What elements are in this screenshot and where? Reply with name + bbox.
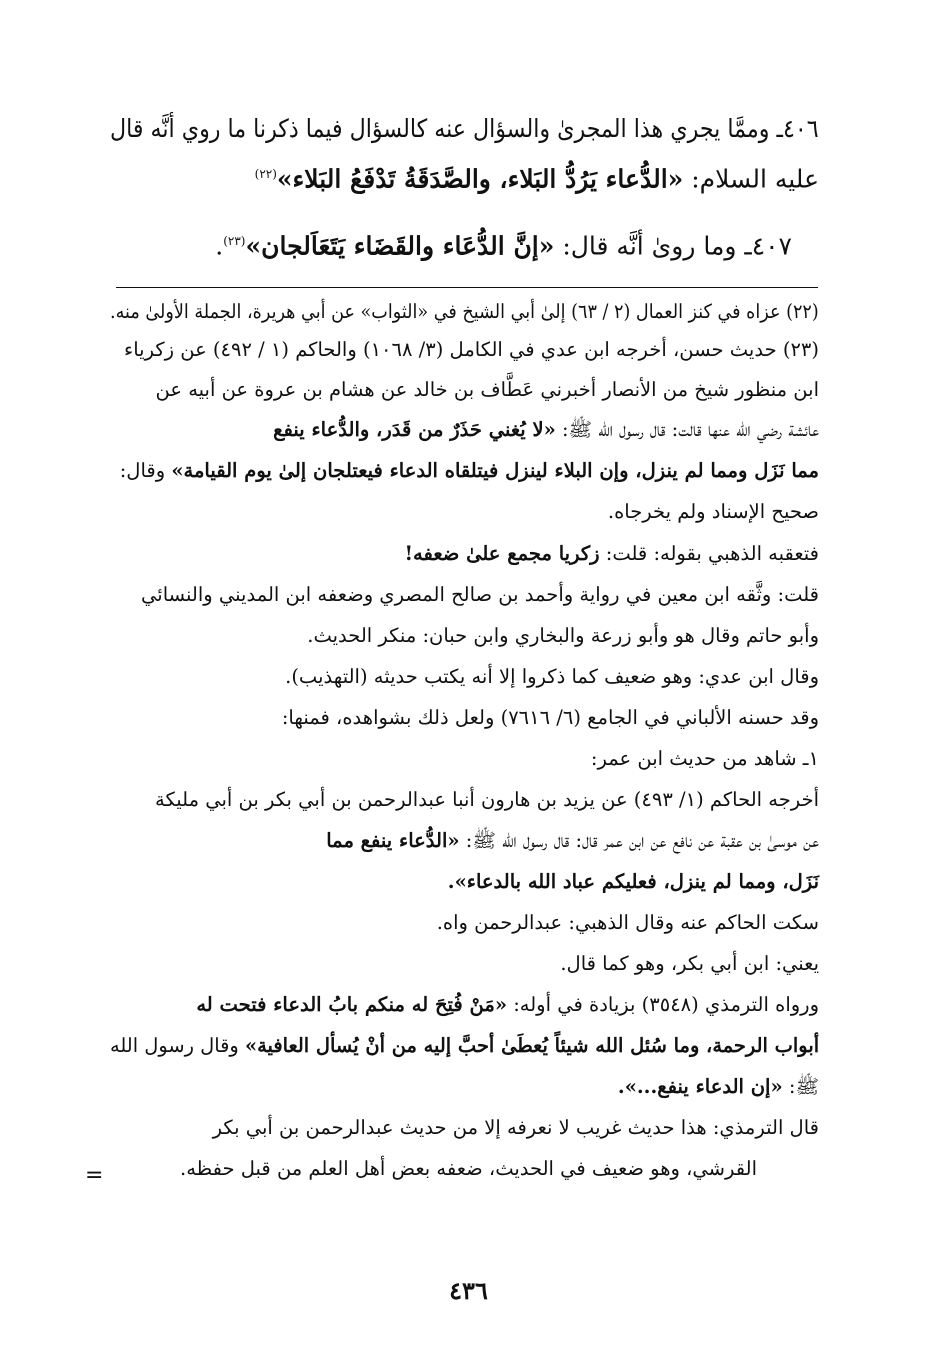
footnote-23-line-15: [437, 908, 819, 938]
text-span: وأبو حاتم وقال هو وأبو زرعة والبخاري وابن حبان: منكر الحديث.: [307, 624, 819, 647]
text-span: زكريا مجمع علىٰ ضعفه!: [404, 542, 600, 565]
text-span: فتعقبه الذهبي بقوله: قلت:: [599, 542, 819, 565]
text-span: وقال رسول الله: [109, 1034, 245, 1057]
text-span: عليه السلام:: [683, 164, 819, 194]
text-span: .: [215, 231, 224, 261]
footnote-22: [110, 297, 819, 327]
footnote-23-line-7: [141, 580, 819, 610]
footnote-23-line-17: [196, 990, 819, 1020]
footnote-23-line-11: [591, 744, 819, 774]
footnote-23-line-9: [285, 662, 819, 692]
text-span: صحيح الإسناد ولم يخرجاه.: [607, 500, 819, 523]
text-span: وقد حسنه الألباني في الجامع (٦/ ٧٦١٦) ولعل ذلك بشواهده، فمنها:: [281, 706, 819, 729]
footnote-ref-22: (٢٢): [254, 167, 277, 181]
text-span: أخرجه الحاكم (١/ ٤٩٣) عن يزيد بن هارون أنبا عبدالرحمن بن أبي بكر بن أبي مليكة: [155, 788, 819, 811]
footnote-23-line-20: [213, 1113, 819, 1143]
footnote-separator-rule: [116, 287, 818, 288]
text-span: القرشي، وهو ضعيف في الحديث، ضعفه بعض أهل العلم من قبل حفظه.: [180, 1157, 757, 1180]
footnote-23-line-18: [110, 1031, 819, 1061]
text-span: ورواه الترمذي (٣٥٤٨) بزيادة في أوله:: [507, 993, 819, 1016]
text-span: وقال ابن عدي: وهو ضعيف كما ذكروا إلا أنه يكتب حديثه (التهذيب).: [285, 665, 819, 688]
footnote-23-line-14: [448, 867, 819, 897]
page-number: ٤٣٦: [449, 1276, 488, 1305]
hadith-quote: «إن الدعاء ينفع...».: [617, 1075, 783, 1098]
footnote-23-line-1: [124, 335, 819, 365]
text-span: ٤٠٦ـ وممَّا يجري هذا المجرىٰ والسؤال عنه كالسؤال فيما ذكرنا ما روي أنَّه قال: [110, 114, 819, 143]
footnote-23-line-5: [608, 497, 819, 527]
continuation-mark: =: [85, 1163, 104, 1188]
text-span: يعني: ابن أبي بكر، وهو كما قال.: [560, 952, 819, 975]
footnote-ref-23: (٢٣): [223, 234, 246, 248]
footnote-23-line-4: [120, 456, 819, 486]
footnote-23-line-16: [560, 949, 819, 979]
text-span: قال الترمذي: هذا حديث غريب لا نعرفه إلا من حديث عبدالرحمن بن أبي بكر: [212, 1116, 819, 1139]
text-span: ١ـ شاهد من حديث ابن عمر:: [590, 747, 819, 770]
text-span: (٢٢) عزاه في كنز العمال (٢ / ٦٣) إلىٰ أبي الشيخ في «الثواب» عن أبي هريرة، الجملة الأولىٰ منه.: [110, 300, 819, 323]
main-paragraph-407: [215, 224, 792, 263]
text-span: وقال:: [119, 459, 172, 482]
hadith-quote: «إنَّ الدُّعَاء والقَضَاء يَتَعَاَلجان»: [245, 231, 555, 261]
hadith-quote: أبواب الرحمة، وما سُئل الله شيئاً يُعطَىٰ أحبَّ إليه من أنْ يُسأل العافية»: [244, 1034, 819, 1057]
text-span: ابن منظور شيخ من الأنصار أخبرني عَطَّاف بن خالد عن هشام بن عروة عن أبيه عن: [155, 378, 819, 401]
footnote-23-line-3: [273, 415, 819, 445]
text-span: عن موسىٰ بن عقبة عن نافع عن ابن عمر قال: قال رسول الله ﷺ:: [459, 829, 819, 852]
hadith-quote: «الدُّعاء ينفع مما: [326, 829, 460, 852]
text-span: ٤٠٧ـ وما روىٰ أنَّه قال:: [554, 231, 792, 261]
hadith-quote: «الدُّعاء يَرُدُّ البَلاء، والصَّدَقَةُ تَدْفَعُ البَلاء»: [276, 164, 684, 194]
hadith-quote: «مَنْ فُتِحَ له منكم بابُ الدعاء فتحت له: [196, 993, 508, 1016]
main-paragraph-406-line-2: [255, 157, 819, 196]
footnote-23-line-19: [618, 1072, 819, 1102]
footnote-23-line-21: [180, 1154, 757, 1184]
hadith-quote: نَزَل، ومما لم ينزل، فعليكم عباد الله بالدعاء».: [447, 870, 819, 893]
footnote-23-line-12: [155, 785, 819, 815]
hadith-quote: «لا يُغني حَذَرٌ من قَدَر، والدُّعاء ينفع: [273, 418, 556, 441]
footnote-23-line-10: [282, 703, 819, 733]
footnote-23-line-6: [404, 539, 819, 569]
text-span: (٢٣) حديث حسن، أخرجه ابن عدي في الكامل (٣/ ١٠٦٨) والحاكم (١ / ٤٩٢) عن زكرياء: [124, 338, 819, 361]
footnote-23-line-13: [326, 826, 819, 856]
text-span: ﷺ:: [782, 1075, 819, 1098]
text-span: قلت: وثَّقه ابن معين في رواية وأحمد بن صالح المصري وضعفه ابن المديني والنسائي: [141, 583, 819, 606]
footnote-23-line-2: [156, 375, 819, 405]
main-paragraph-406-line-1: [110, 112, 819, 146]
text-span: سكت الحاكم عنه وقال الذهبي: عبدالرحمن واه.: [436, 911, 819, 934]
hadith-quote: مما نَزَل ومما لم ينزل، وإن البلاء لينزل فيتلقاه الدعاء فيعتلجان إلىٰ يوم القيامة»: [171, 459, 819, 482]
footnote-23-line-8: [307, 621, 819, 651]
text-span: عائشة رضي الله عنها قالت: قال رسول الله ﷺ:: [555, 418, 819, 441]
